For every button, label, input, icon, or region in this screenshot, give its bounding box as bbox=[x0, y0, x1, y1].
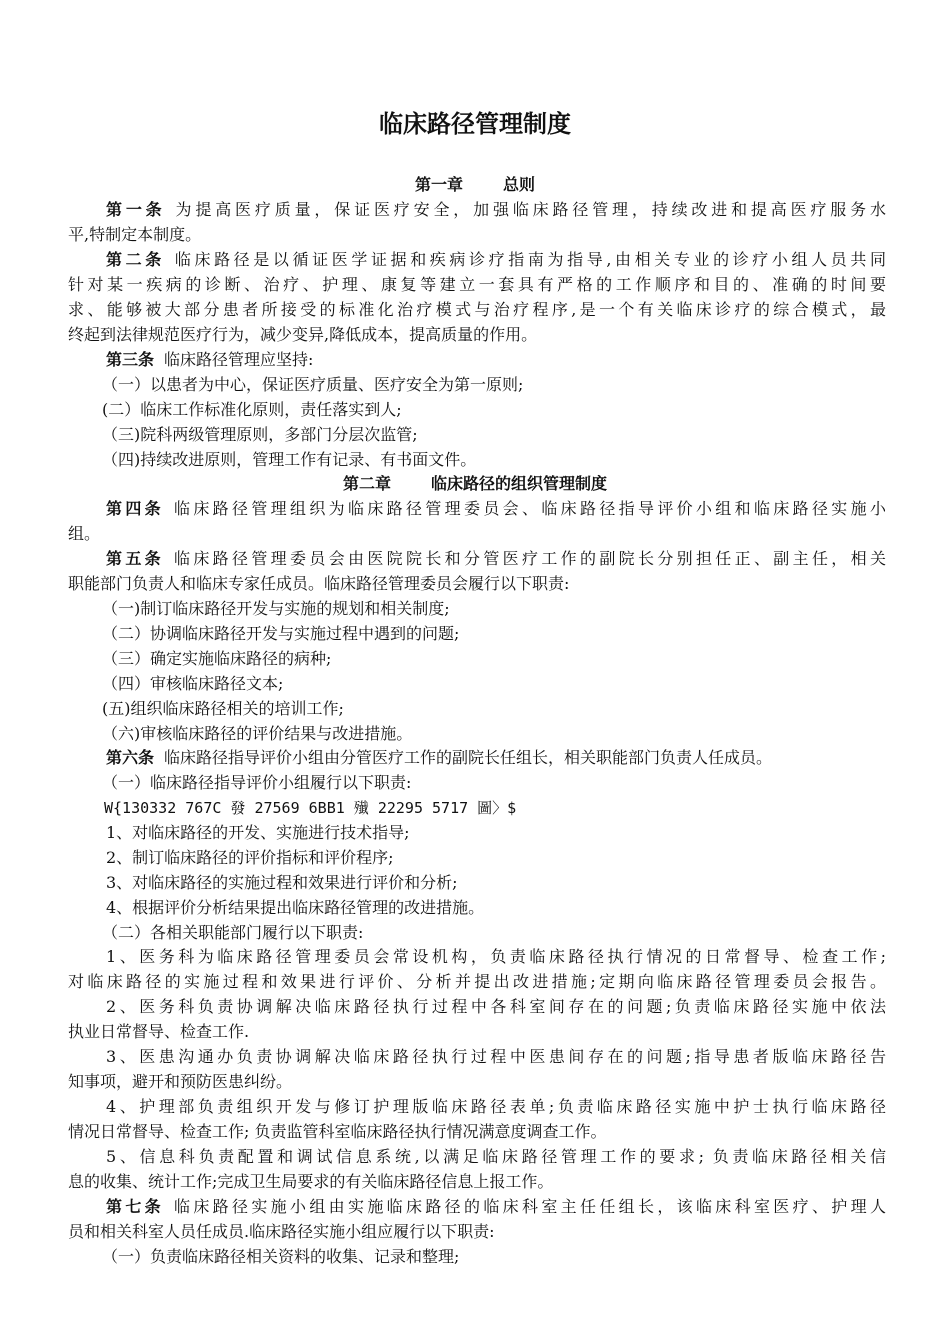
article-3-item-1: （一）以患者为中心，保证医疗质量、医疗安全为第一原则; bbox=[102, 375, 524, 394]
chapter-2-name: 临床路径的组织管理制度 bbox=[431, 474, 608, 493]
article-5-line-1 bbox=[106, 547, 886, 571]
article-3-text: 临床路径管理应坚持: bbox=[164, 350, 314, 369]
duty-2-line-2: 执业日常督导、检查工作. bbox=[68, 1022, 250, 1041]
article-1-line-2: 平,特制定本制度。 bbox=[68, 225, 202, 244]
chapter-2-heading bbox=[0, 472, 950, 496]
article-7-line-1 bbox=[106, 1195, 886, 1219]
duty-4-line-2: 情况日常督导、检查工作; 负责监管科室临床路径执行情况满意度调查工作。 bbox=[68, 1122, 607, 1141]
article-7-label: 第七条 bbox=[106, 1197, 164, 1216]
article-1-label: 第一条 bbox=[106, 200, 166, 219]
article-5-item-6: （六)审核临床路径的评价结果与改进措施。 bbox=[102, 724, 413, 743]
article-3-item-4: （四)持续改进原则，管理工作有记录、有书面文件。 bbox=[102, 450, 477, 469]
article-5-item-1: （一)制订临床路径开发与实施的规划和相关制度; bbox=[102, 599, 450, 618]
article-2-line-3: 求、能够被大部分患者所接受的标准化治疗模式与治疗程序,是一个有关临床诊疗的综合模式，最 bbox=[68, 300, 886, 319]
chapter-1-heading bbox=[0, 173, 950, 197]
article-5-text-1: 临床路径管理委员会由医院院长和分管医疗工作的副院长分别担任正、副主任，相关 bbox=[174, 549, 886, 568]
article-6-text: 临床路径指导评价小组由分管医疗工作的副院长任组长，相关职能部门负责人任成员。 bbox=[164, 748, 773, 767]
duty-3-line-2: 知事项，避开和预防医患纠纷。 bbox=[68, 1072, 293, 1091]
article-5-item-4: （四）审核临床路径文本; bbox=[102, 674, 284, 693]
article-7-text-1: 临床路径实施小组由实施临床路径的临床科室主任任组长，该临床科室医疗、护理人 bbox=[174, 1197, 886, 1216]
duty-3-line-1: 3、医患沟通办负责协调解决临床路径执行过程中医患间存在的问题;指导患者版临床路径告 bbox=[106, 1047, 886, 1066]
article-4-line-1 bbox=[106, 497, 886, 521]
article-2-text-1: 临床路径是以循证医学证据和疾病诊疗指南为指导,由相关专业的诊疗小组人员共同 bbox=[174, 250, 886, 269]
article-6-label: 第六条 bbox=[106, 748, 155, 767]
article-6-list-1: 1、对临床路径的开发、实施进行技术指导; bbox=[106, 823, 410, 842]
article-5-item-5: (五)组织临床路径相关的培训工作; bbox=[102, 699, 344, 718]
article-4-text-1: 临床路径管理组织为临床路径管理委员会、临床路径指导评价小组和临床路径实施小 bbox=[174, 499, 886, 518]
article-6-list-2: 2、制订临床路径的评价指标和评价程序; bbox=[106, 848, 394, 867]
article-2-line-1 bbox=[106, 248, 886, 272]
document-title: 临床路径管理制度 bbox=[379, 110, 571, 138]
article-4-label: 第四条 bbox=[106, 499, 164, 518]
duty-4-line-1: 4、护理部负责组织开发与修订护理版临床路径表单;负责临床路径实施中护士执行临床路径 bbox=[106, 1097, 886, 1116]
article-6-list-3: 3、对临床路径的实施过程和效果进行评价和分析; bbox=[106, 873, 458, 892]
article-6-sub-2: （二）各相关职能部门履行以下职责: bbox=[102, 923, 364, 942]
article-5-item-2: （二）协调临床路径开发与实施过程中遇到的问题; bbox=[102, 624, 460, 643]
duty-1-line-1: 1、医务科为临床路径管理委员会常设机构，负责临床路径执行情况的日常督导、检查工作; bbox=[106, 947, 886, 966]
article-2-line-4: 终起到法律规范医疗行为，减少变异,降低成本，提高质量的作用。 bbox=[68, 325, 538, 344]
article-6-line-1 bbox=[106, 746, 886, 770]
duty-5-line-1: 5、信息科负责配置和调试信息系统,以满足临床路径管理工作的要求; 负责临床路径相关信 bbox=[106, 1147, 886, 1166]
garbled-text-line: W{130332 767C 發 27569 6BB1 殱 22295 5717 圖〉$ bbox=[104, 799, 517, 817]
duty-5-line-2: 息的收集、统计工作;完成卫生局要求的有关临床路径信息上报工作。 bbox=[68, 1172, 554, 1191]
article-7-item-1: （一）负责临床路径相关资料的收集、记录和整理; bbox=[102, 1247, 460, 1266]
duty-2-line-1: 2、医务科负责协调解决临床路径执行过程中各科室间存在的问题;负责临床路径实施中依法 bbox=[106, 997, 886, 1016]
article-6-sub-1: （一）临床路径指导评价小组履行以下职责: bbox=[102, 773, 412, 792]
article-3-label: 第三条 bbox=[106, 350, 155, 369]
chapter-2-number: 第二章 bbox=[342, 474, 391, 493]
article-3-item-2: (二）临床工作标准化原则，责任落实到人; bbox=[102, 400, 402, 419]
chapter-1-name: 总则 bbox=[503, 175, 536, 194]
article-5-item-3: （三）确定实施临床路径的病种; bbox=[102, 649, 332, 668]
article-7-line-2: 员和相关科室人员任成员.临床路径实施小组应履行以下职责: bbox=[68, 1222, 495, 1241]
chapter-1-number: 第一章 bbox=[414, 175, 463, 194]
article-2-label: 第二条 bbox=[106, 250, 165, 269]
article-1-line-1 bbox=[106, 198, 886, 222]
article-5-label: 第五条 bbox=[106, 549, 164, 568]
article-3-line-1 bbox=[106, 348, 886, 372]
article-1-text-1: 为提高医疗质量，保证医疗安全，加强临床路径管理，持续改进和提高医疗服务水 bbox=[175, 200, 886, 219]
article-4-line-2: 组。 bbox=[68, 524, 101, 543]
article-3-item-3: （三)院科两级管理原则，多部门分层次监管; bbox=[102, 425, 418, 444]
article-6-list-4: 4、根据评价分析结果提出临床路径管理的改进措施。 bbox=[106, 898, 485, 917]
article-5-line-2: 职能部门负责人和临床专家任成员。临床路径管理委员会履行以下职责: bbox=[68, 574, 570, 593]
article-2-line-2: 针对某一疾病的诊断、治疗、护理、康复等建立一套具有严格的工作顺序和目的、准确的时间要 bbox=[68, 275, 886, 294]
duty-1-line-2: 对临床路径的实施过程和效果进行评价、分析并提出改进措施;定期向临床路径管理委员会报告。 bbox=[68, 972, 886, 991]
